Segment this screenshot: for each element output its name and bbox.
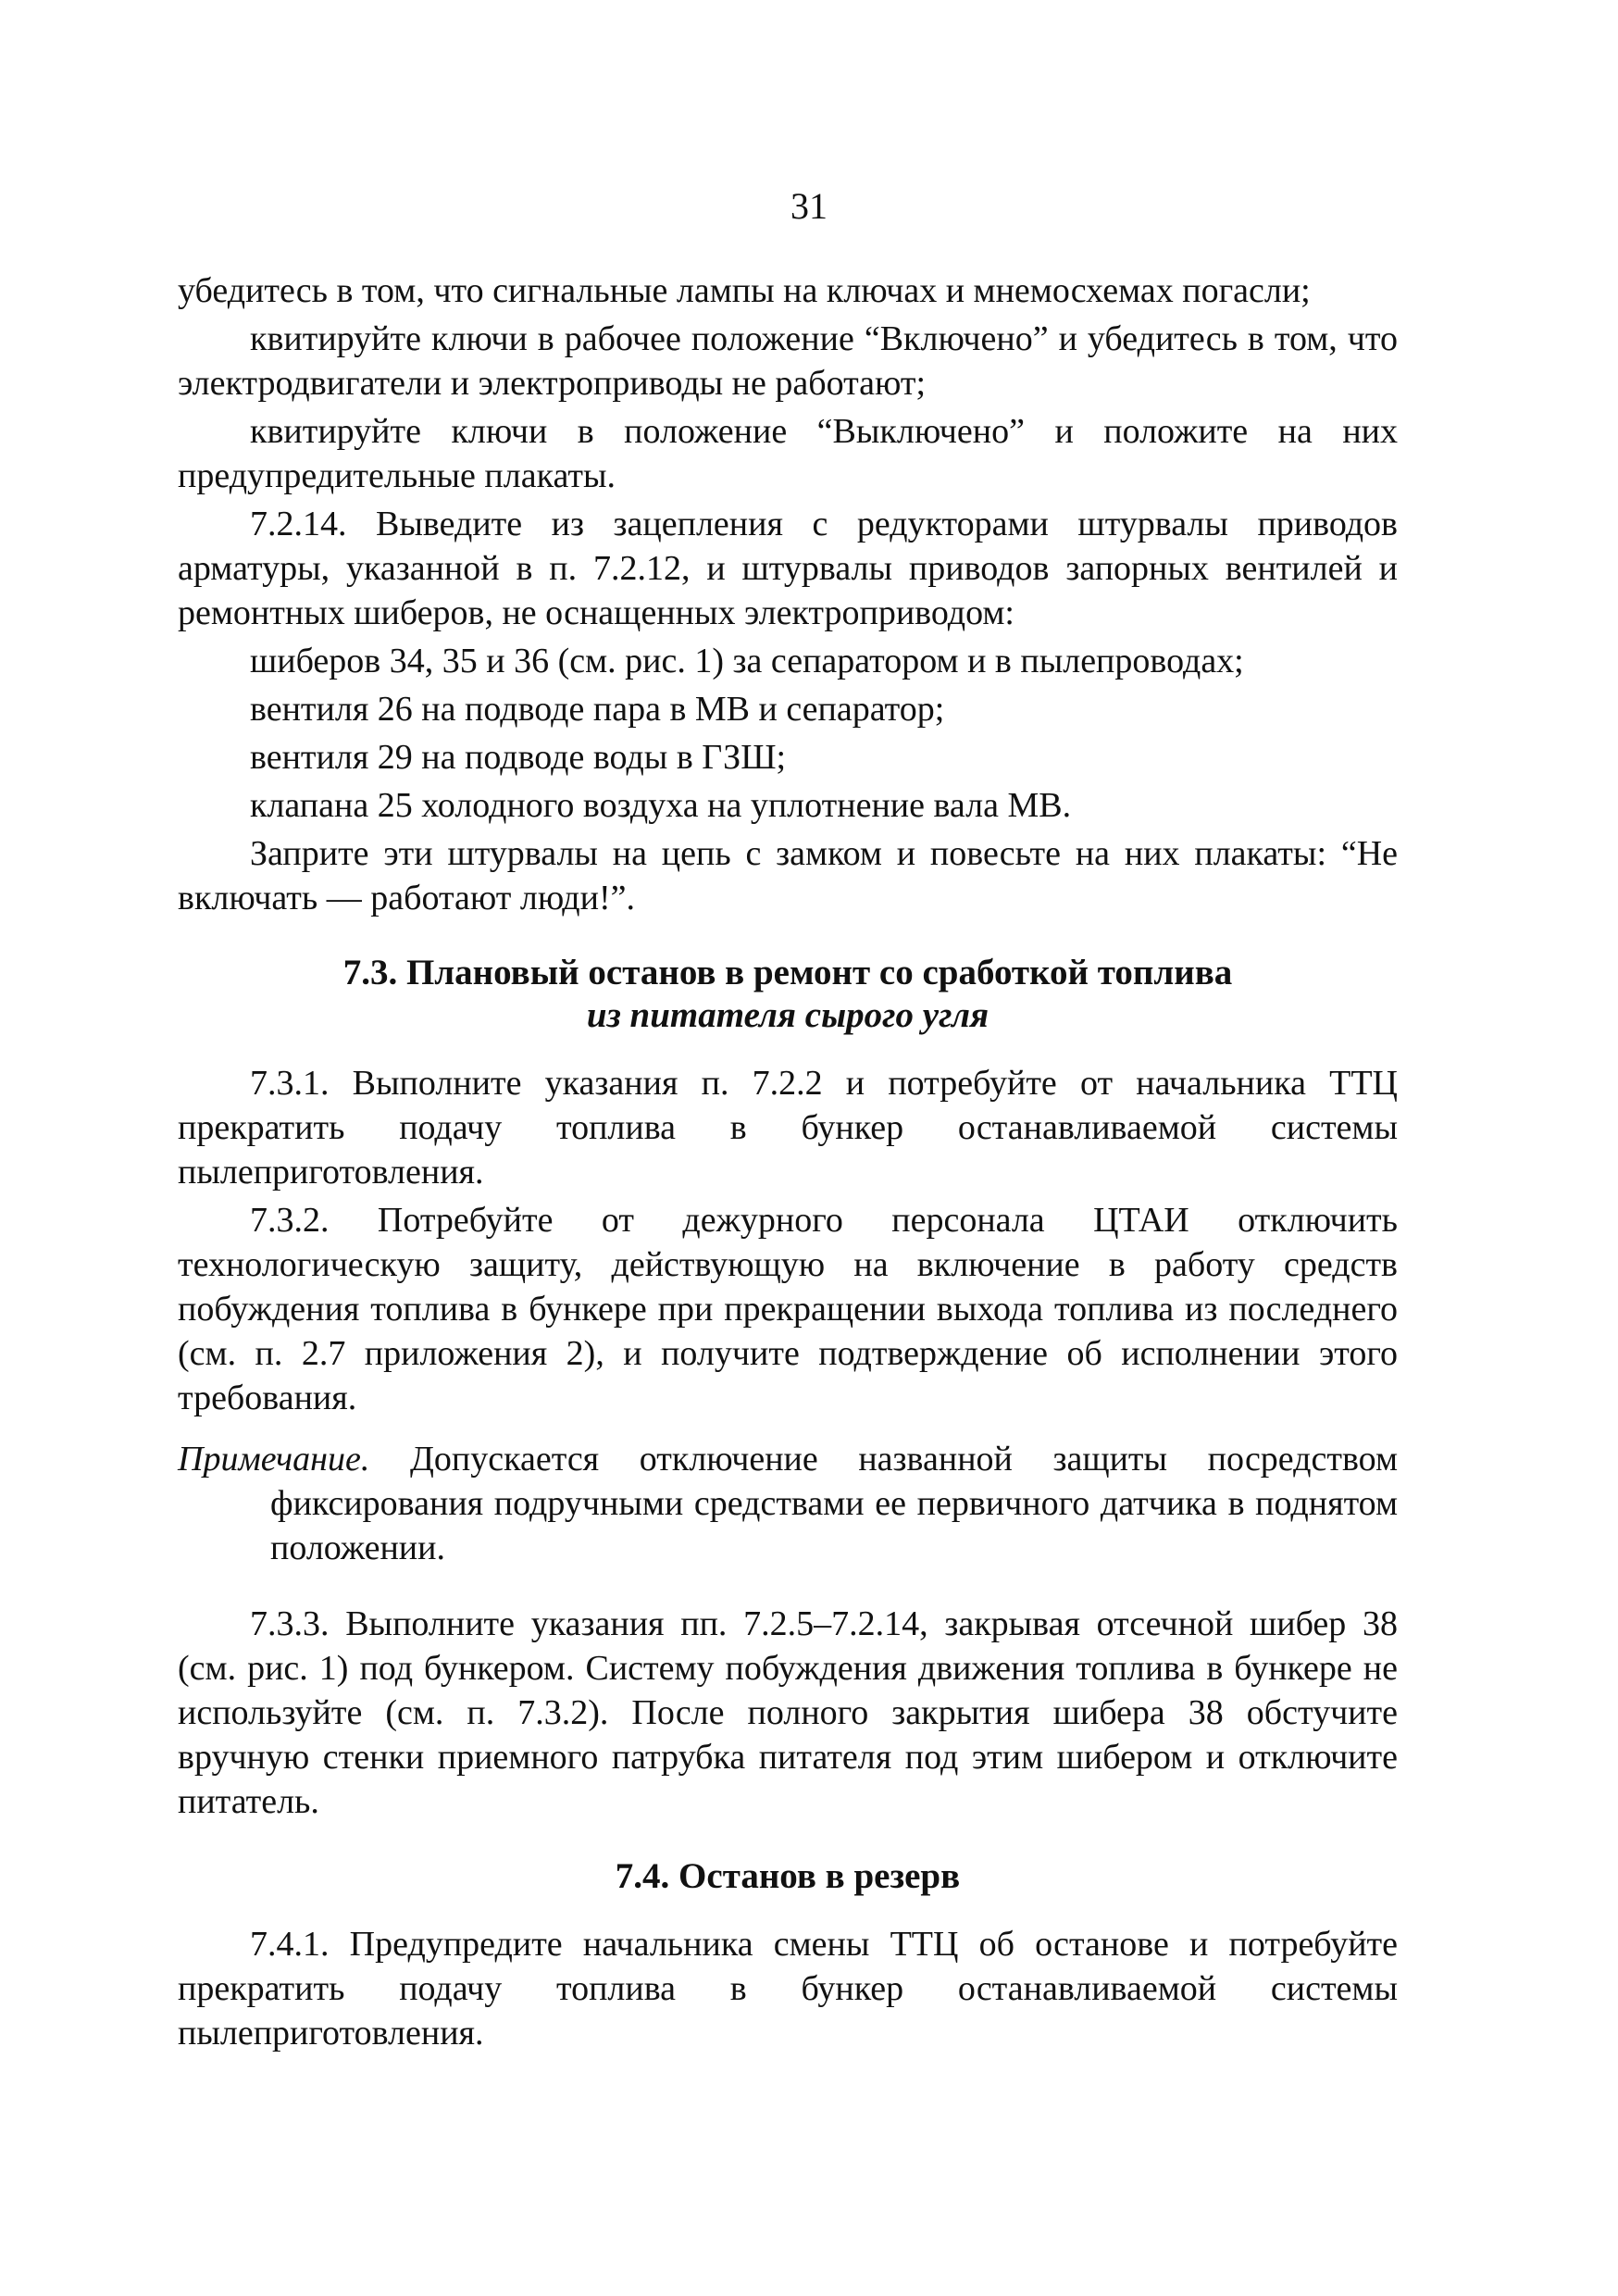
list-item-damper-25: клапана 25 холодного воздуха на уплотнение вала МВ. xyxy=(250,786,1072,825)
section-heading-7-3 xyxy=(178,952,1398,1037)
list-item-valve-26: вентиля 26 на подводе пара в МВ и сепаратор; xyxy=(250,690,945,729)
paragraph-7-4-1: 7.4.1. Предупредите начальника смены ТТЦ об останове и потребуйте прекратить подачу топлива в бункер останавливаемой системы пылеприготовления. xyxy=(178,1925,1398,2053)
section-heading-7-4: 7.4. Останов в резерв xyxy=(615,1856,961,1896)
note-text: Допускается отключение названной защиты посредством фиксирования подручными средствами ее первичного датчика в поднятом положении. xyxy=(270,1440,1398,1567)
text-column xyxy=(178,268,1398,2059)
section-heading-7-3-line1: 7.3. Плановый останов в ремонт со сработкой топлива xyxy=(342,953,1233,992)
paragraph-7-3-1: 7.3.1. Выполните указания п. 7.2.2 и потребуйте от начальника ТТЦ прекратить подачу топлива в бункер останавливаемой системы пылеприготовления. xyxy=(178,1064,1398,1192)
paragraph-lock-handwheels: Заприте эти штурвалы на цепь с замком и повесьте на них плакаты: “Не включать — работают люди!”. xyxy=(178,834,1398,917)
page-number: 31 xyxy=(790,185,828,227)
paragraph-7-2-14: 7.2.14. Выведите из зацепления с редукторами штурвалы приводов арматуры, указанной в п. 7.2.12, и штурвалы приводов запорных вентилей и ремонтных шиберов, не оснащенных электроприводом: xyxy=(178,505,1398,632)
paragraph-signal-lamps: убедитесь в том, что сигнальные лампы на ключах и мнемосхемах погасли; xyxy=(178,271,1311,310)
paragraph-keys-on: квитируйте ключи в рабочее положение “Включено” и убедитесь в том, что электродвигатели и электроприводы не работают; xyxy=(178,319,1398,403)
paragraph-7-3-2: 7.3.2. Потребуйте от дежурного персонала ЦТАИ отключить технологическую защиту, действующую на включение в работу средств побуждения топлива в бункере при прекращении выхода топлива из последнего (см. п. 2.7 приложения 2), и получите подтверждение об исполнении этого требования. xyxy=(178,1201,1398,1417)
paragraph-7-3-3: 7.3.3. Выполните указания пп. 7.2.5–7.2.14, закрывая отсечной шибер 38 (см. рис. 1) под бункером. Систему побуждения движения топлива в бункере не используйте (см. п. 7.3.2). После полного закрытия шибера 38 обстучите вручную стенки приемного патрубка питателя под этим шибером и отключите питатель. xyxy=(178,1604,1398,1821)
paragraph-keys-off: квитируйте ключи в положение “Выключено” и положите на них предупредительные плакаты. xyxy=(178,412,1398,495)
note xyxy=(178,1437,1398,1570)
section-heading-7-3-line2: из питателя сырого угля xyxy=(586,995,989,1035)
note-label: Примечание. xyxy=(178,1440,370,1479)
list-item-valve-29: вентиля 29 на подводе воды в ГЗШ; xyxy=(250,738,787,777)
list-item-gates: шиберов 34, 35 и 36 (см. рис. 1) за сепаратором и в пылепроводах; xyxy=(250,642,1244,680)
